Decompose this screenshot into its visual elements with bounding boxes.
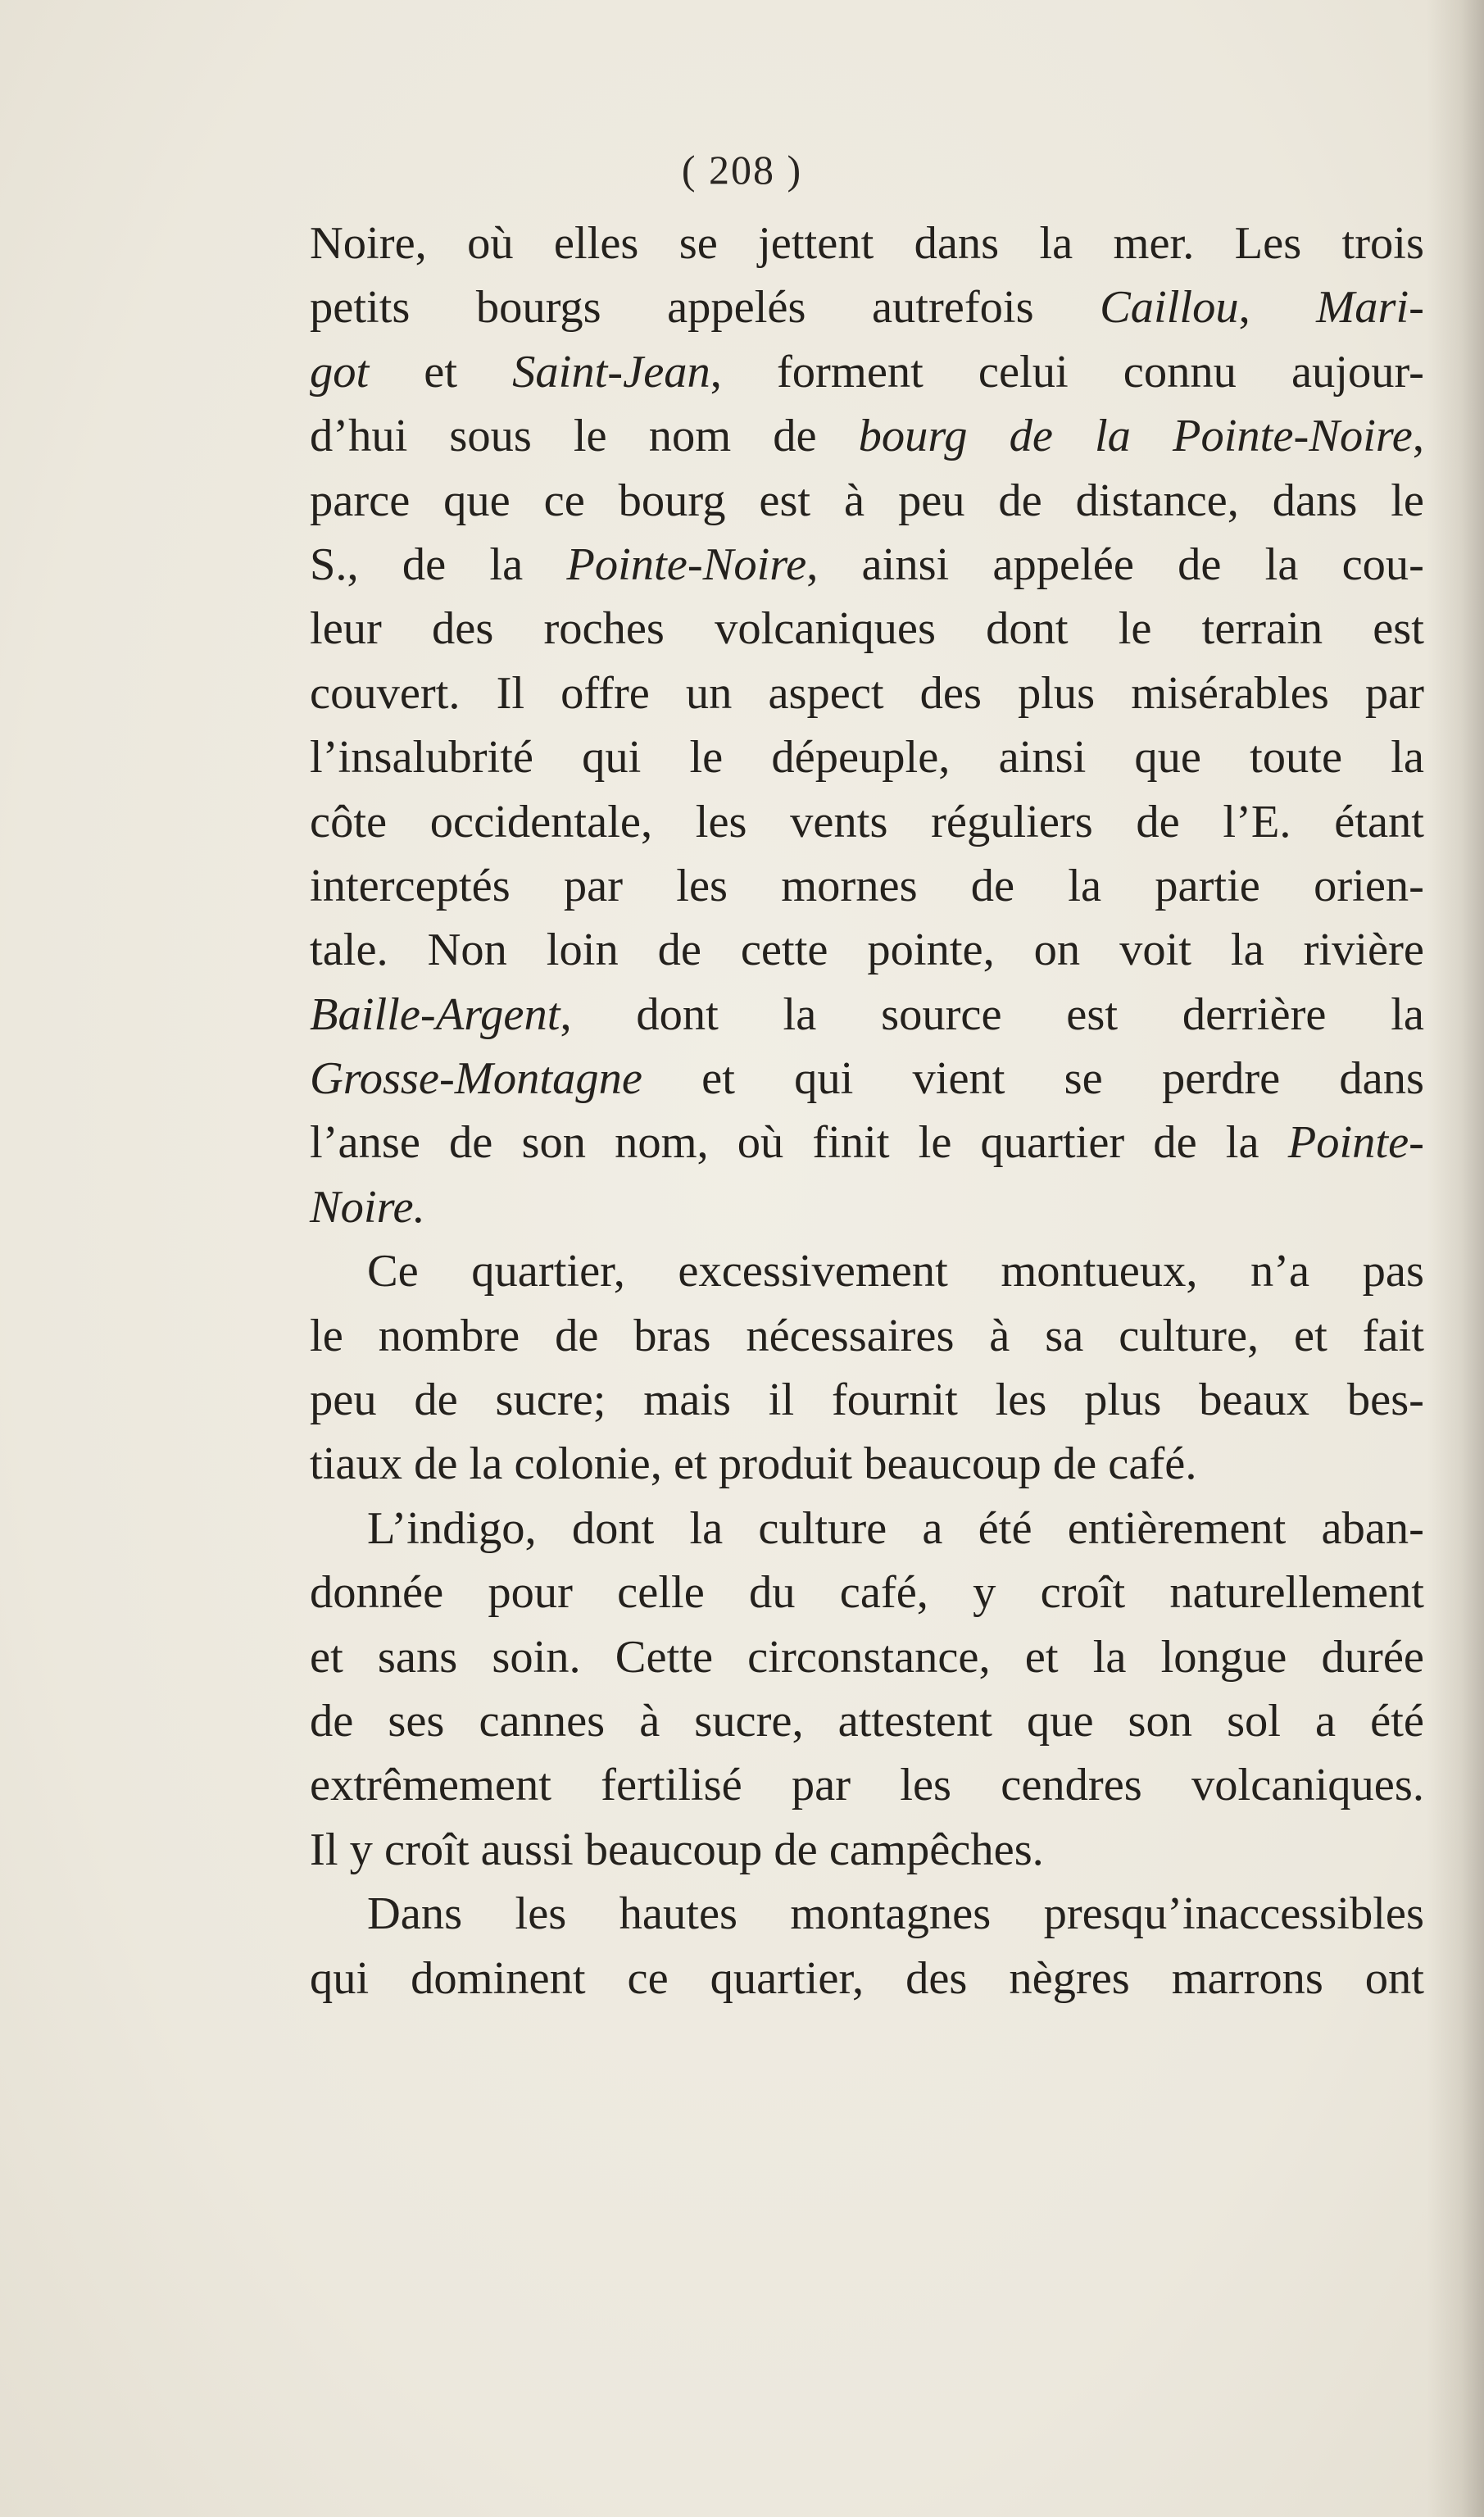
italic-text: Pointe- <box>1287 1117 1424 1169</box>
text-line <box>310 1882 1424 1946</box>
text-segment: , <box>1238 282 1317 334</box>
text-line <box>310 340 1424 404</box>
text-segment: et qui vient se perdre dans <box>642 1053 1424 1105</box>
text-line <box>310 854 1424 918</box>
text-segment: d’hui sous le nom de <box>310 411 859 462</box>
text-line <box>310 1111 1424 1174</box>
text-segment: l’insalubrité qui le dépeuple, ainsi que toute la <box>310 732 1424 784</box>
page-number: ( 208 ) <box>681 147 803 193</box>
text-line <box>310 918 1424 982</box>
text-line <box>310 1689 1424 1753</box>
text-segment: le nombre de bras nécessaires à sa culture, et fait <box>310 1310 1424 1361</box>
text-segment: et <box>369 346 513 398</box>
text-segment: tiaux de la colonie, et produit beaucoup de café. <box>310 1438 1197 1490</box>
text-line <box>310 1497 1424 1561</box>
text-segment: L’indigo, dont la culture a été entièrement aban- <box>367 1502 1424 1554</box>
text-segment: qui dominent ce quartier, des nègres marrons ont <box>310 1952 1424 2004</box>
text-line <box>310 1175 1424 1239</box>
text-line <box>310 404 1424 468</box>
text-segment: donnée pour celle du café, y croît naturellement <box>310 1567 1424 1619</box>
italic-text: Saint-Jean <box>512 346 710 398</box>
text-line <box>310 725 1424 789</box>
text-line <box>310 1304 1424 1368</box>
text-segment: et sans soin. Cette circonstance, et la longue durée <box>310 1631 1424 1683</box>
text-line <box>310 275 1424 339</box>
italic-text: bourg de la Pointe-Noire <box>858 411 1413 462</box>
binding-shadow <box>1427 0 1484 2517</box>
text-line <box>310 1625 1424 1689</box>
text-line <box>310 661 1424 725</box>
text-line <box>310 1432 1424 1496</box>
text-line <box>310 1818 1424 1882</box>
italic-text: Grosse-Montagne <box>310 1053 642 1105</box>
text-line <box>310 1561 1424 1624</box>
text-segment: peu de sucre; mais il fournit les plus beaux bes- <box>310 1374 1424 1426</box>
text-segment: , forment celui connu aujour- <box>710 346 1424 398</box>
text-segment: côte occidentale, les vents réguliers de l’E. étant <box>310 796 1424 847</box>
text-segment: l’anse de son nom, où finit le quartier de la <box>310 1117 1288 1169</box>
text-segment: de ses cannes à sucre, attestent que son sol a été <box>310 1695 1424 1747</box>
italic-text: got <box>310 346 370 398</box>
italic-text: Baille-Argent <box>310 988 560 1040</box>
text-segment: tale. Non loin de cette pointe, on voit la rivière <box>310 925 1424 976</box>
italic-text: Noire. <box>310 1181 425 1233</box>
italic-text: Mari- <box>1316 282 1424 334</box>
text-line <box>310 1947 1424 2010</box>
text-segment: parce que ce bourg est à peu de distance, dans le <box>310 475 1424 526</box>
body-text <box>310 211 1424 2010</box>
italic-text: Caillou <box>1100 282 1239 334</box>
text-line <box>310 597 1424 661</box>
text-line <box>310 1047 1424 1111</box>
text-line <box>310 1753 1424 1817</box>
italic-text: Pointe-Noire <box>566 538 807 590</box>
text-line <box>310 533 1424 597</box>
text-segment: , <box>1412 411 1424 462</box>
text-segment: leur des roches volcaniques dont le terrain est <box>310 603 1424 655</box>
text-segment: Dans les hautes montagnes presqu’inaccessibles <box>367 1888 1424 1940</box>
text-segment: couvert. Il offre un aspect des plus misérables par <box>310 667 1424 719</box>
text-segment: S., de la <box>310 538 567 590</box>
text-line <box>310 1368 1424 1432</box>
text-line <box>310 211 1424 275</box>
text-segment: Noire, où elles se jettent dans la mer. Les trois <box>310 218 1424 269</box>
text-segment: extrêmement fertilisé par les cendres volcaniques. <box>310 1760 1424 1811</box>
text-line <box>310 790 1424 854</box>
text-segment: interceptés par les mornes de la partie orien- <box>310 860 1424 911</box>
text-line <box>310 1239 1424 1303</box>
text-line <box>310 983 1424 1047</box>
text-segment: , ainsi appelée de la cou- <box>806 538 1424 590</box>
text-segment: Ce quartier, excessivement montueux, n’a pas <box>367 1246 1424 1297</box>
text-segment: petits bourgs appelés autrefois <box>310 282 1101 334</box>
text-line <box>310 469 1424 533</box>
text-segment: Il y croît aussi beaucoup de campêches. <box>310 1824 1044 1875</box>
text-segment: , dont la source est derrière la <box>560 988 1424 1040</box>
